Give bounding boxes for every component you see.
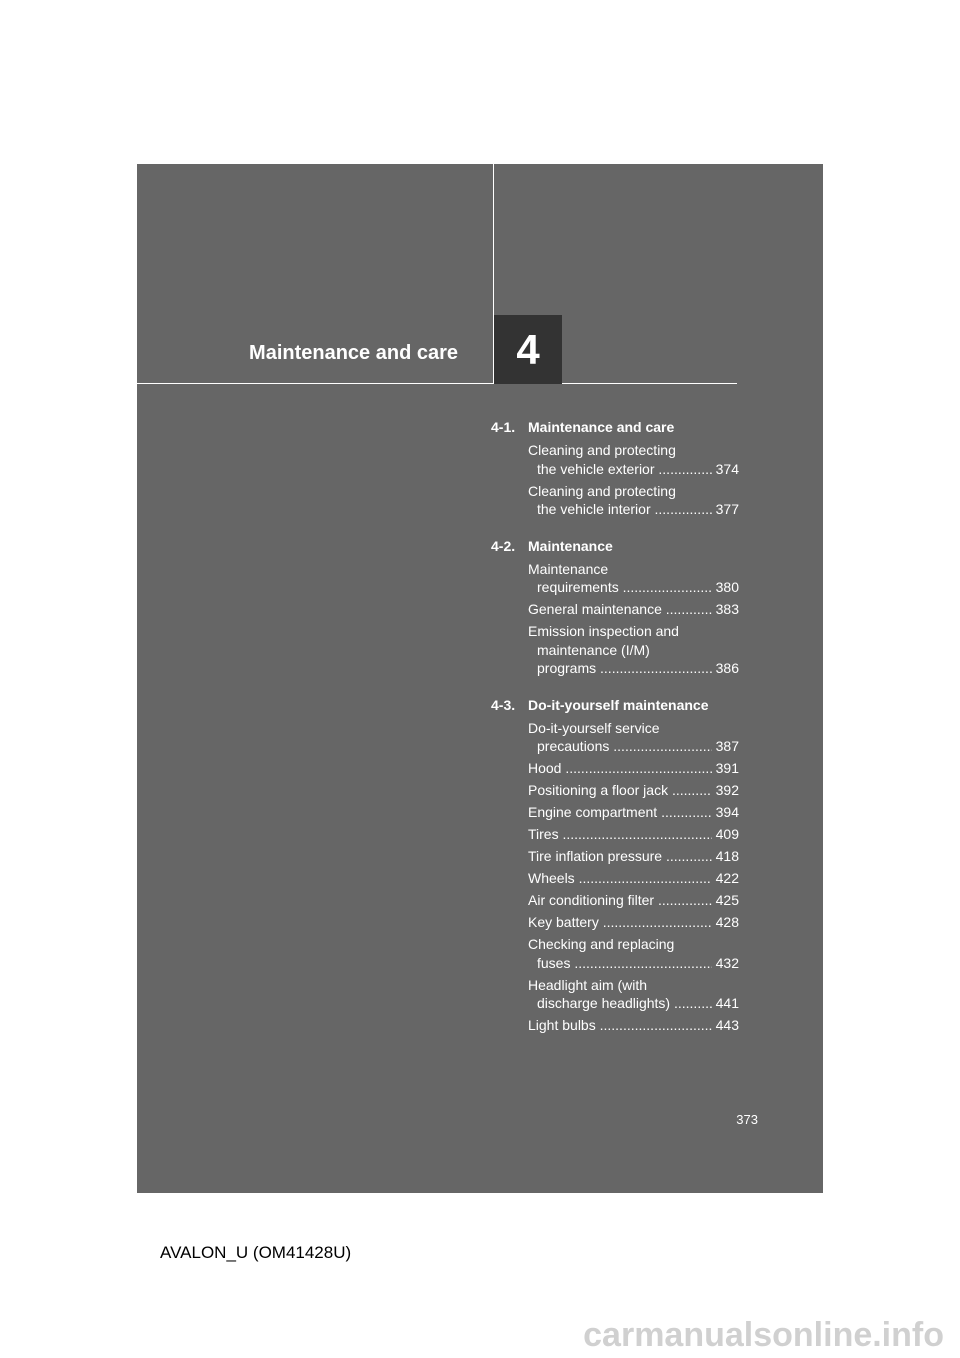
toc-entry[interactable] <box>528 719 739 756</box>
toc-entry-text: Maintenance <box>528 560 609 577</box>
toc-entry[interactable] <box>528 441 739 478</box>
toc-entry-line <box>528 560 739 579</box>
toc-section-title: Maintenance and care <box>528 419 675 435</box>
toc-entry[interactable] <box>528 759 739 778</box>
toc-entry-line <box>528 825 739 844</box>
toc-entry-text: Light bulbs ..... <box>528 1016 712 1035</box>
toc-entry-text: Positioning a floor jack ..... <box>528 781 712 800</box>
toc-entry[interactable] <box>528 891 739 910</box>
chapter-title: Maintenance and care <box>249 342 458 364</box>
toc-entry[interactable] <box>528 913 739 932</box>
table-of-contents <box>491 418 739 1053</box>
manual-page <box>137 164 823 1193</box>
toc-entry-page: 374 <box>715 460 739 477</box>
toc-entry-text: discharge headlights) ..... <box>537 994 712 1013</box>
toc-entry[interactable] <box>528 482 739 519</box>
toc-section-number: 4-3. <box>491 696 516 713</box>
toc-entry-page: 409 <box>715 826 739 842</box>
toc-entry-page: 418 <box>715 848 739 864</box>
toc-entry-text: programs ..... <box>537 659 712 678</box>
toc-entry-line <box>528 578 739 597</box>
toc-section <box>491 418 739 519</box>
toc-entry[interactable] <box>528 976 739 1013</box>
toc-section-title: Do-it-yourself maintenance <box>528 696 709 713</box>
toc-entry-line <box>528 460 739 479</box>
toc-entry-line <box>528 737 739 756</box>
toc-entry-page: 391 <box>715 760 739 776</box>
toc-entry-page: 441 <box>715 995 739 1011</box>
toc-entry-line <box>528 482 739 501</box>
toc-entry[interactable] <box>528 803 739 822</box>
toc-entry-line <box>528 954 739 973</box>
toc-entry-text: Wheels ..... <box>528 869 712 888</box>
chapter-number: 4 <box>516 325 540 373</box>
toc-entry-line <box>528 891 739 910</box>
toc-entry-text: Headlight aim (with <box>528 976 648 993</box>
toc-entry-line <box>528 994 739 1013</box>
toc-entry-page: 380 <box>715 579 739 595</box>
toc-entry-line <box>528 600 739 619</box>
toc-entry[interactable] <box>528 622 739 678</box>
toc-entry-text: Hood ..... <box>528 759 712 778</box>
toc-entry-text: Tires ..... <box>528 825 712 844</box>
toc-entry-page: 387 <box>715 738 739 754</box>
toc-entry-line <box>528 976 739 995</box>
toc-entry-text: General maintenance ..... <box>528 600 712 619</box>
footer-model-code: AVALON_U (OM41428U) <box>160 1243 352 1262</box>
toc-entry-page: 377 <box>715 501 739 517</box>
toc-section <box>491 537 739 678</box>
toc-entry-page: 428 <box>715 914 739 930</box>
toc-entry[interactable] <box>528 781 739 800</box>
toc-entry-text: fuses ..... <box>537 954 712 973</box>
toc-entry-text: the vehicle exterior ..... <box>537 460 712 479</box>
toc-entry-page: 443 <box>715 1017 739 1033</box>
toc-entry-line <box>528 935 739 954</box>
toc-entry[interactable] <box>528 1016 739 1035</box>
toc-entry[interactable] <box>528 560 739 597</box>
chapter-number-box <box>494 315 562 384</box>
toc-entry-page: 425 <box>715 892 739 908</box>
toc-entry-text: Emission inspection and <box>528 623 679 639</box>
toc-section-heading[interactable] <box>491 537 739 555</box>
toc-section-heading[interactable] <box>491 696 739 714</box>
toc-entry-text: Tire inflation pressure ..... <box>528 847 712 866</box>
toc-entry-line <box>528 641 739 660</box>
toc-entry[interactable] <box>528 935 739 972</box>
page-number: 373 <box>736 1112 758 1127</box>
toc-entry-text: Key battery ..... <box>528 913 712 932</box>
toc-entry-line <box>528 913 739 932</box>
toc-entry[interactable] <box>528 847 739 866</box>
toc-entry-line <box>528 781 739 800</box>
toc-entry-text: precautions ..... <box>537 737 712 756</box>
toc-entry-text: Cleaning and protecting <box>528 482 676 499</box>
toc-entry-text: Cleaning and protecting <box>528 442 676 458</box>
toc-entry-line <box>528 500 739 519</box>
toc-section-title: Maintenance <box>528 537 613 554</box>
toc-section <box>491 696 739 1035</box>
toc-entry-text: Do-it-yourself service <box>528 719 660 736</box>
toc-section-heading[interactable] <box>491 418 739 436</box>
toc-entry-line <box>528 759 739 778</box>
toc-entry[interactable] <box>528 600 739 619</box>
horizontal-rule <box>137 383 737 384</box>
watermark: carmanualsonline.info <box>583 1316 944 1354</box>
toc-entry-line <box>528 441 739 460</box>
toc-entry[interactable] <box>528 869 739 888</box>
toc-entry-text: the vehicle interior ..... <box>537 500 712 519</box>
toc-section-number: 4-2. <box>491 537 516 554</box>
toc-section-number: 4-1. <box>491 419 516 435</box>
toc-entry-line <box>528 847 739 866</box>
toc-entry-text: maintenance (I/M) <box>537 641 650 658</box>
toc-entry-text: requirements ..... <box>537 578 712 597</box>
toc-entry-line <box>528 1016 739 1035</box>
toc-entry-page: 394 <box>715 804 739 820</box>
toc-entry-page: 383 <box>715 601 739 617</box>
toc-entry-page: 392 <box>715 782 739 798</box>
toc-entry-page: 432 <box>715 954 739 971</box>
toc-entry-line <box>528 659 739 678</box>
toc-entry[interactable] <box>528 825 739 844</box>
toc-entry-line <box>528 803 739 822</box>
toc-entry-line <box>528 622 739 641</box>
toc-entry-text: Engine compartment ..... <box>528 803 712 822</box>
toc-entry-line <box>528 869 739 888</box>
toc-entry-page: 422 <box>715 870 739 886</box>
toc-entry-text: Air conditioning filter ..... <box>528 891 712 910</box>
toc-entry-page: 386 <box>715 660 739 676</box>
toc-entry-line <box>528 719 739 738</box>
toc-entry-text: Checking and replacing <box>528 936 675 952</box>
